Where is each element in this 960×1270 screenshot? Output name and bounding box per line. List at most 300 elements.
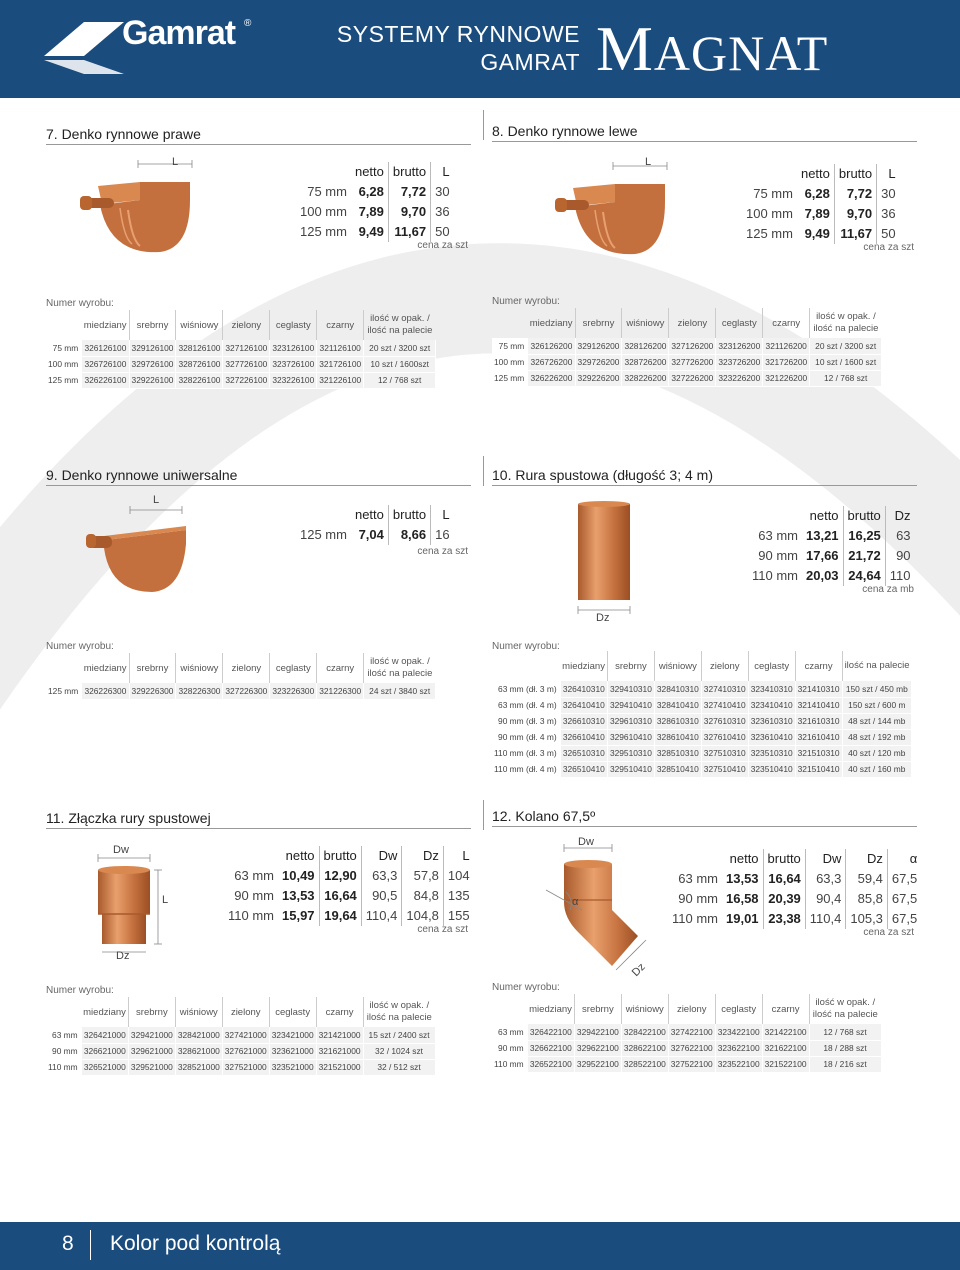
code-cell: 329510310 bbox=[607, 745, 654, 761]
code-cell: 327421000 bbox=[222, 1027, 269, 1043]
code-cell: 329510410 bbox=[607, 761, 654, 777]
section-10-codes-table bbox=[492, 651, 912, 778]
code-cell: 329422100 bbox=[574, 1024, 621, 1040]
codes-header-color: ceglasty bbox=[270, 653, 317, 683]
qty-cell: 32 / 512 szt bbox=[363, 1059, 435, 1075]
codes-header-color: zielony bbox=[701, 651, 748, 681]
price-dw: 63,3 bbox=[361, 866, 402, 886]
code-cell: 328610310 bbox=[654, 713, 701, 729]
code-cell: 327521000 bbox=[222, 1059, 269, 1075]
header-size bbox=[296, 162, 351, 182]
header-size bbox=[224, 846, 278, 866]
code-cell: 326726200 bbox=[528, 354, 575, 370]
price-brutto: 24,64 bbox=[843, 566, 885, 586]
code-cell: 329410310 bbox=[607, 681, 654, 697]
section-7-rule bbox=[46, 144, 471, 145]
code-cell: 328226100 bbox=[176, 372, 223, 388]
code-cell: 329226200 bbox=[575, 370, 622, 386]
section-12-codes-table bbox=[492, 994, 882, 1073]
codes-size: 63 mm bbox=[492, 1024, 527, 1040]
section-7-price-table bbox=[296, 162, 454, 242]
code-cell: 328622100 bbox=[621, 1040, 668, 1056]
code-cell: 326226200 bbox=[528, 370, 575, 386]
price-size: 125 mm bbox=[746, 226, 793, 241]
code-cell: 326226100 bbox=[82, 372, 129, 388]
column-divider-2 bbox=[483, 456, 484, 486]
code-cell: 321226100 bbox=[317, 372, 364, 388]
codes-header-color: zielony bbox=[668, 994, 715, 1024]
code-cell: 328522100 bbox=[621, 1056, 668, 1072]
price-brutto: 9,70 bbox=[388, 202, 430, 222]
header-dz: Dz bbox=[402, 846, 444, 866]
price-diameter: 63 bbox=[896, 528, 911, 543]
price-brutto: 9,70 bbox=[834, 204, 876, 224]
code-cell: 326422100 bbox=[527, 1024, 574, 1040]
price-size: 63 mm bbox=[234, 868, 274, 883]
price-dz: 85,8 bbox=[846, 889, 888, 909]
codes-header-size bbox=[46, 653, 82, 683]
code-cell: 327610410 bbox=[701, 729, 748, 745]
section-12-price-table bbox=[668, 849, 921, 929]
qty-cell: 15 szt / 2400 szt bbox=[363, 1027, 435, 1043]
system-title-line2: GAMRAT bbox=[480, 49, 580, 75]
price-size: 90 mm bbox=[678, 891, 718, 906]
codes-size: 90 mm bbox=[46, 1043, 81, 1059]
price-netto: 7,89 bbox=[797, 204, 834, 224]
price-dw: 110,4 bbox=[805, 909, 846, 929]
qty-cell: 32 / 1024 szt bbox=[363, 1043, 435, 1059]
code-cell: 327126100 bbox=[223, 340, 270, 356]
code-cell: 323410410 bbox=[748, 697, 795, 713]
code-cell: 323422100 bbox=[715, 1024, 762, 1040]
code-cell: 327610310 bbox=[701, 713, 748, 729]
code-cell: 328422100 bbox=[621, 1024, 668, 1040]
price-length: 16 bbox=[435, 527, 450, 542]
qty-cell: 24 szt / 3840 szt bbox=[364, 683, 436, 699]
code-cell: 329410410 bbox=[607, 697, 654, 713]
price-size: 125 mm bbox=[300, 224, 347, 239]
header-length: L bbox=[442, 164, 450, 179]
price-size: 90 mm bbox=[758, 548, 798, 563]
price-length: 30 bbox=[881, 186, 896, 201]
code-cell: 327726100 bbox=[223, 356, 270, 372]
qty-cell: 20 szt / 3200 szt bbox=[364, 340, 436, 356]
qty-cell: 40 szt / 160 mb bbox=[842, 761, 911, 777]
price-size: 100 mm bbox=[300, 204, 347, 219]
codes-header-size bbox=[492, 994, 527, 1024]
code-cell: 327726200 bbox=[669, 354, 716, 370]
code-cell: 323726200 bbox=[716, 354, 763, 370]
code-cell: 323522100 bbox=[715, 1056, 762, 1072]
header-length: L bbox=[888, 166, 896, 181]
code-cell: 321410410 bbox=[795, 697, 842, 713]
brand-registered-mark: ® bbox=[244, 18, 252, 29]
codes-header-color: wiśniowy bbox=[654, 651, 701, 681]
price-netto: 17,66 bbox=[802, 546, 843, 566]
footer-divider bbox=[90, 1230, 91, 1260]
code-cell: 329610310 bbox=[607, 713, 654, 729]
header-size bbox=[742, 164, 797, 184]
codes-header-color: ceglasty bbox=[748, 651, 795, 681]
section-9-price-note: cena za szt bbox=[417, 546, 468, 557]
codes-header-color: wiśniowy bbox=[175, 997, 222, 1027]
header-brutto: brutto bbox=[388, 162, 430, 182]
qty-cell: 18 / 216 szt bbox=[809, 1056, 881, 1072]
price-netto: 6,28 bbox=[797, 184, 834, 204]
code-cell: 327226300 bbox=[223, 683, 270, 699]
section-12-dz-label: Dz bbox=[629, 961, 648, 979]
code-cell: 329622100 bbox=[574, 1040, 621, 1056]
section-11-codes-table bbox=[46, 997, 436, 1076]
section-11-rule bbox=[46, 828, 471, 829]
code-cell: 328410410 bbox=[654, 697, 701, 713]
gamrat-logo-icon bbox=[40, 18, 124, 78]
codes-size: 100 mm bbox=[492, 354, 528, 370]
codes-header-color: wiśniowy bbox=[621, 994, 668, 1024]
header-length: L bbox=[442, 507, 450, 522]
codes-header-color: czarny bbox=[795, 651, 842, 681]
section-7-numer-label: Numer wyrobu: bbox=[46, 298, 114, 309]
price-netto: 7,04 bbox=[351, 525, 388, 545]
code-cell: 323610410 bbox=[748, 729, 795, 745]
code-cell: 328726100 bbox=[176, 356, 223, 372]
codes-header-color: miedziany bbox=[528, 308, 575, 338]
code-cell: 321422100 bbox=[762, 1024, 809, 1040]
price-brutto: 20,39 bbox=[763, 889, 805, 909]
codes-header-qty: ilość na palecie bbox=[844, 660, 910, 671]
price-size: 110 mm bbox=[752, 568, 798, 583]
qty-cell: 12 / 768 szt bbox=[364, 372, 436, 388]
qty-cell: 12 / 768 szt bbox=[810, 370, 882, 386]
code-cell: 328126200 bbox=[622, 338, 669, 354]
code-cell: 327126200 bbox=[669, 338, 716, 354]
section-9-title: 9. Denko rynnowe uniwersalne bbox=[46, 467, 238, 483]
section-12-price-note: cena za szt bbox=[863, 927, 914, 938]
code-cell: 321610310 bbox=[795, 713, 842, 729]
codes-size: 125 mm bbox=[46, 372, 82, 388]
code-cell: 328510410 bbox=[654, 761, 701, 777]
header-netto: netto bbox=[722, 849, 763, 869]
system-title-line1: SYSTEMY RYNNOWE bbox=[336, 21, 580, 47]
section-8-codes-table bbox=[492, 308, 882, 387]
section-9-dim-label: L bbox=[153, 494, 160, 506]
qty-cell: 48 szt / 192 mb bbox=[842, 729, 911, 745]
header-size bbox=[296, 505, 351, 525]
code-cell: 328126100 bbox=[176, 340, 223, 356]
codes-size: 90 mm (dł. 4 m) bbox=[492, 729, 560, 745]
codes-header-color: miedziany bbox=[81, 997, 128, 1027]
code-cell: 326610310 bbox=[560, 713, 607, 729]
section-7-title: 7. Denko rynnowe prawe bbox=[46, 126, 201, 142]
code-cell: 327522100 bbox=[668, 1056, 715, 1072]
codes-size: 110 mm (dł. 4 m) bbox=[492, 761, 560, 777]
price-size: 110 mm bbox=[228, 908, 274, 923]
page-footer bbox=[0, 1222, 960, 1270]
code-cell: 328421000 bbox=[175, 1027, 222, 1043]
code-cell: 327410410 bbox=[701, 697, 748, 713]
codes-header-color: ceglasty bbox=[269, 997, 316, 1027]
price-netto: 13,53 bbox=[278, 886, 319, 906]
page-header bbox=[0, 0, 960, 98]
price-l: 104 bbox=[447, 868, 470, 883]
code-cell: 329226100 bbox=[129, 372, 176, 388]
product-name-rest: AGNAT bbox=[653, 25, 829, 81]
code-cell: 321521000 bbox=[316, 1059, 363, 1075]
code-cell: 329421000 bbox=[128, 1027, 175, 1043]
price-l: 155 bbox=[447, 908, 470, 923]
qty-cell: 18 / 288 szt bbox=[809, 1040, 881, 1056]
section-10-title: 10. Rura spustowa (długość 3; 4 m) bbox=[492, 467, 713, 483]
header-brutto: brutto bbox=[763, 849, 805, 869]
code-cell: 329726100 bbox=[129, 356, 176, 372]
codes-header-color: czarny bbox=[762, 994, 809, 1024]
price-brutto: 11,67 bbox=[834, 224, 876, 244]
section-7-price-note: cena za szt bbox=[417, 240, 468, 251]
price-netto: 16,58 bbox=[722, 889, 763, 909]
price-netto: 19,01 bbox=[722, 909, 763, 929]
code-cell: 329610410 bbox=[607, 729, 654, 745]
price-dw: 110,4 bbox=[361, 906, 402, 926]
code-cell: 321726200 bbox=[763, 354, 810, 370]
price-size: 75 mm bbox=[753, 186, 793, 201]
header-brutto: brutto bbox=[834, 164, 876, 184]
section-12-title: 12. Kolano 67,5º bbox=[492, 808, 596, 824]
header-alpha: α bbox=[909, 851, 918, 866]
price-brutto: 7,72 bbox=[388, 182, 430, 202]
codes-header-color: ceglasty bbox=[715, 994, 762, 1024]
code-cell: 328610410 bbox=[654, 729, 701, 745]
section-11-price-table bbox=[224, 846, 474, 926]
code-cell: 321126100 bbox=[317, 340, 364, 356]
codes-header-color: srebrny bbox=[575, 308, 622, 338]
codes-header-color: miedziany bbox=[82, 653, 129, 683]
codes-header-color: wiśniowy bbox=[176, 653, 223, 683]
qty-cell: 48 szt / 144 mb bbox=[842, 713, 911, 729]
codes-size: 63 mm bbox=[46, 1027, 81, 1043]
downpipe-image bbox=[574, 500, 638, 620]
codes-header-color: zielony bbox=[669, 308, 716, 338]
code-cell: 323622100 bbox=[715, 1040, 762, 1056]
section-10-rule bbox=[492, 485, 917, 486]
section-8-title: 8. Denko rynnowe lewe bbox=[492, 123, 638, 139]
code-cell: 326510310 bbox=[560, 745, 607, 761]
code-cell: 321410310 bbox=[795, 681, 842, 697]
code-cell: 321622100 bbox=[762, 1040, 809, 1056]
code-cell: 323621000 bbox=[269, 1043, 316, 1059]
code-cell: 323226300 bbox=[270, 683, 317, 699]
section-9-price-table bbox=[296, 505, 454, 545]
section-11-dw-label: Dw bbox=[113, 844, 129, 856]
price-alpha: 67,5 bbox=[891, 891, 918, 906]
codes-header-color: wiśniowy bbox=[176, 310, 223, 340]
section-10-price-note: cena za mb bbox=[862, 584, 914, 595]
header-netto: netto bbox=[351, 162, 388, 182]
codes-size: 110 mm bbox=[46, 1059, 81, 1075]
price-netto: 20,03 bbox=[802, 566, 843, 586]
price-netto: 9,49 bbox=[797, 224, 834, 244]
gutter-end-cap-right-image bbox=[80, 160, 200, 260]
code-cell: 323126200 bbox=[716, 338, 763, 354]
code-cell: 326226300 bbox=[82, 683, 129, 699]
header-size bbox=[668, 849, 722, 869]
section-9-numer-label: Numer wyrobu: bbox=[46, 641, 114, 652]
downpipe-connector-image bbox=[92, 850, 182, 960]
code-cell: 323226200 bbox=[716, 370, 763, 386]
code-cell: 328226300 bbox=[176, 683, 223, 699]
qty-cell: 150 szt / 600 m bbox=[842, 697, 911, 713]
code-cell: 326522100 bbox=[527, 1056, 574, 1072]
section-9-codes-table bbox=[46, 653, 436, 700]
codes-size: 125 mm bbox=[492, 370, 528, 386]
price-brutto: 8,66 bbox=[388, 525, 430, 545]
codes-header-color: srebrny bbox=[129, 310, 176, 340]
code-cell: 329726200 bbox=[575, 354, 622, 370]
header-l: L bbox=[462, 848, 470, 863]
product-name-initial: M bbox=[596, 13, 654, 84]
codes-header-color: srebrny bbox=[128, 997, 175, 1027]
section-7-codes-table bbox=[46, 310, 436, 389]
codes-header-size bbox=[492, 308, 528, 338]
header-brutto: brutto bbox=[388, 505, 430, 525]
column-divider-1 bbox=[483, 110, 484, 140]
codes-header-color: czarny bbox=[316, 997, 363, 1027]
code-cell: 326126200 bbox=[528, 338, 575, 354]
codes-header-qty: ilość w opak. / ilość na palecie bbox=[812, 997, 878, 1020]
section-8-price-table bbox=[742, 164, 900, 244]
section-10-price-table bbox=[748, 506, 915, 586]
price-netto: 9,49 bbox=[351, 222, 388, 242]
codes-header-color: czarny bbox=[317, 653, 364, 683]
code-cell: 329522100 bbox=[574, 1056, 621, 1072]
codes-size: 110 mm bbox=[492, 1056, 527, 1072]
codes-header-color: zielony bbox=[223, 310, 270, 340]
code-cell: 326521000 bbox=[81, 1059, 128, 1075]
code-cell: 321421000 bbox=[316, 1027, 363, 1043]
product-name bbox=[596, 13, 829, 86]
price-dz: 84,8 bbox=[402, 886, 444, 906]
codes-size: 75 mm bbox=[492, 338, 528, 354]
code-cell: 321726100 bbox=[317, 356, 364, 372]
header-netto: netto bbox=[802, 506, 843, 526]
price-size: 63 mm bbox=[758, 528, 798, 543]
section-8-price-note: cena za szt bbox=[863, 242, 914, 253]
code-cell: 326726100 bbox=[82, 356, 129, 372]
code-cell: 323421000 bbox=[269, 1027, 316, 1043]
price-dw: 90,5 bbox=[361, 886, 402, 906]
codes-size: 90 mm (dł. 3 m) bbox=[492, 713, 560, 729]
section-8-dim-label: L bbox=[645, 156, 652, 168]
codes-header-color: ceglasty bbox=[270, 310, 317, 340]
price-size: 100 mm bbox=[746, 206, 793, 221]
brand-name: Gamrat bbox=[122, 14, 236, 52]
code-cell: 329126100 bbox=[129, 340, 176, 356]
price-size: 63 mm bbox=[678, 871, 718, 886]
price-alpha: 67,5 bbox=[891, 911, 918, 926]
codes-header-color: wiśniowy bbox=[622, 308, 669, 338]
price-length: 36 bbox=[881, 206, 896, 221]
codes-header-color: miedziany bbox=[560, 651, 607, 681]
code-cell: 321522100 bbox=[762, 1056, 809, 1072]
price-l: 135 bbox=[447, 888, 470, 903]
header-dw: Dw bbox=[805, 849, 846, 869]
section-8-numer-label: Numer wyrobu: bbox=[492, 296, 560, 307]
code-cell: 326126100 bbox=[82, 340, 129, 356]
code-cell: 328510310 bbox=[654, 745, 701, 761]
qty-cell: 10 szt / 1600 szt bbox=[810, 354, 882, 370]
price-length: 50 bbox=[881, 226, 896, 241]
gutter-end-cap-universal-image bbox=[86, 500, 196, 600]
codes-header-color: czarny bbox=[317, 310, 364, 340]
codes-header-qty: ilość w opak. / ilość na palecie bbox=[367, 656, 433, 679]
codes-header-color: zielony bbox=[223, 653, 270, 683]
code-cell: 327621000 bbox=[222, 1043, 269, 1059]
qty-cell: 20 szt / 3200 szt bbox=[810, 338, 882, 354]
price-brutto: 11,67 bbox=[388, 222, 430, 242]
header-dz: Dz bbox=[846, 849, 888, 869]
code-cell: 327422100 bbox=[668, 1024, 715, 1040]
codes-header-qty: ilość w opak. / ilość na palecie bbox=[366, 1000, 432, 1023]
code-cell: 326510410 bbox=[560, 761, 607, 777]
price-alpha: 67,5 bbox=[891, 871, 918, 886]
code-cell: 329621000 bbox=[128, 1043, 175, 1059]
price-size: 110 mm bbox=[672, 911, 718, 926]
code-cell: 329126200 bbox=[575, 338, 622, 354]
price-brutto: 16,64 bbox=[763, 869, 805, 889]
footer-tagline: Kolor pod kontrolą bbox=[110, 1232, 281, 1255]
codes-header-qty: ilość w opak. / ilość na palecie bbox=[367, 313, 433, 336]
codes-size: 100 mm bbox=[46, 356, 82, 372]
gutter-end-cap-left-image bbox=[555, 162, 675, 262]
code-cell: 326421000 bbox=[81, 1027, 128, 1043]
code-cell: 326410310 bbox=[560, 681, 607, 697]
price-netto: 10,49 bbox=[278, 866, 319, 886]
qty-cell: 12 / 768 szt bbox=[809, 1024, 881, 1040]
code-cell: 328521000 bbox=[175, 1059, 222, 1075]
code-cell: 323510410 bbox=[748, 761, 795, 777]
codes-header-color: miedziany bbox=[82, 310, 129, 340]
code-cell: 327226100 bbox=[223, 372, 270, 388]
header-brutto: brutto bbox=[319, 846, 361, 866]
price-brutto: 7,72 bbox=[834, 184, 876, 204]
codes-header-qty: ilość w opak. / ilość na palecie bbox=[813, 311, 879, 334]
code-cell: 326622100 bbox=[527, 1040, 574, 1056]
price-dw: 90,4 bbox=[805, 889, 846, 909]
section-11-l-label: L bbox=[162, 894, 169, 906]
system-title bbox=[332, 20, 580, 76]
section-10-dim-label: Dz bbox=[596, 612, 610, 624]
price-brutto: 16,64 bbox=[319, 886, 361, 906]
code-cell: 321610410 bbox=[795, 729, 842, 745]
code-cell: 321226200 bbox=[763, 370, 810, 386]
code-cell: 323126100 bbox=[270, 340, 317, 356]
codes-header-color: srebrny bbox=[574, 994, 621, 1024]
price-netto: 15,97 bbox=[278, 906, 319, 926]
code-cell: 323610310 bbox=[748, 713, 795, 729]
code-cell: 327622100 bbox=[668, 1040, 715, 1056]
section-12-numer-label: Numer wyrobu: bbox=[492, 982, 560, 993]
codes-size: 75 mm bbox=[46, 340, 82, 356]
header-dw: Dw bbox=[361, 846, 402, 866]
section-8-rule bbox=[492, 141, 917, 142]
code-cell: 321226300 bbox=[317, 683, 364, 699]
code-cell: 328410310 bbox=[654, 681, 701, 697]
section-7-dim-label: L bbox=[172, 156, 179, 168]
codes-header-size bbox=[46, 310, 82, 340]
price-size: 90 mm bbox=[234, 888, 274, 903]
price-brutto: 19,64 bbox=[319, 906, 361, 926]
section-11-price-note: cena za szt bbox=[417, 924, 468, 935]
elbow-67-5-image bbox=[542, 840, 662, 980]
